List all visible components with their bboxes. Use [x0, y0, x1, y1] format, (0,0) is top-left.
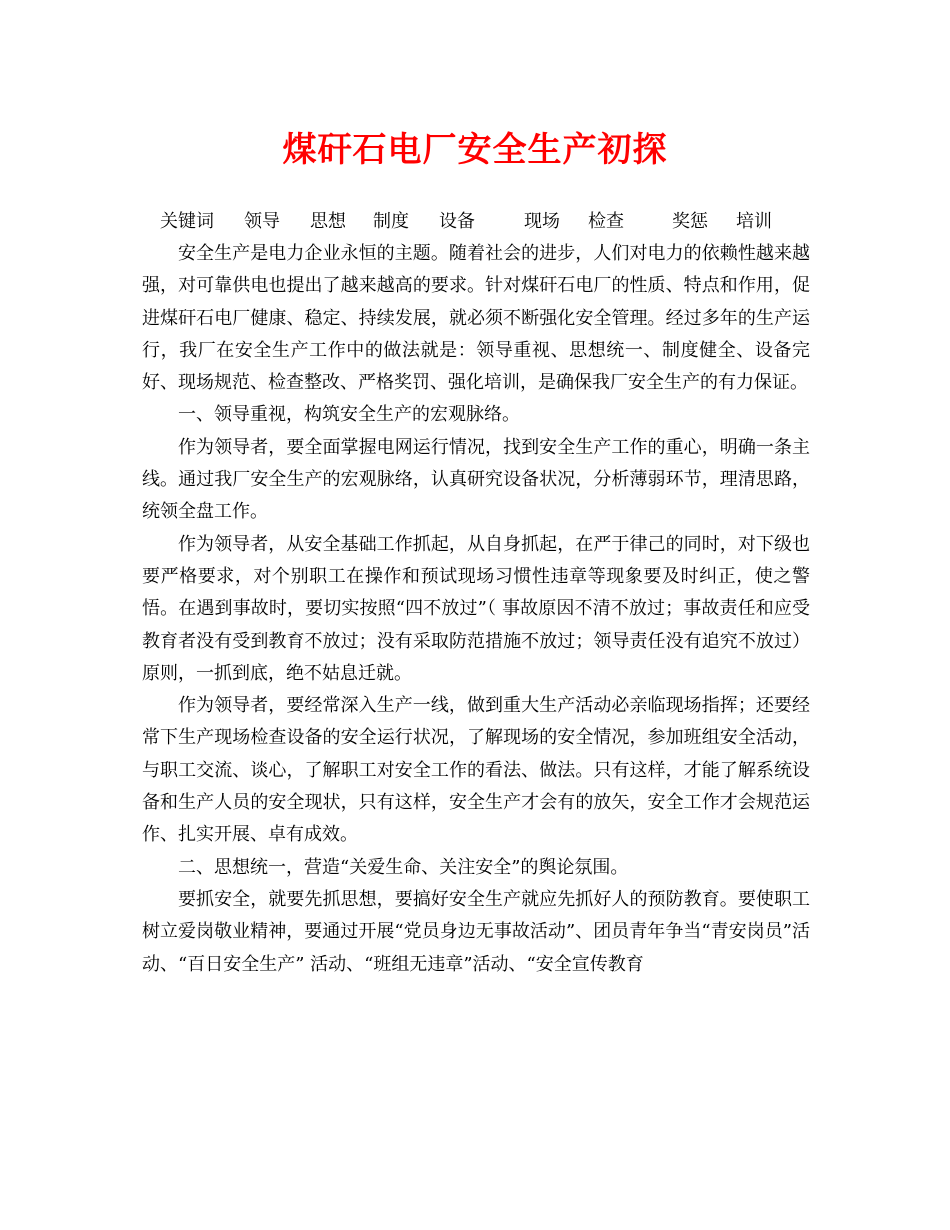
keyword-item: 奖惩	[672, 211, 708, 232]
section-heading: 二、思想统一，营造“关爱生命、关注安全”的舆论氛围。	[178, 856, 629, 878]
keyword-item: 领导	[244, 211, 280, 232]
section-heading: 一、领导重视，构筑安全生产的宏观脉络。	[178, 404, 520, 426]
body-paragraph: 作为领导者，要经常深入生产一线，做到重大生产活动必亲临现场指挥；还要经常下生产现场检查设备的安全运行状况，了解现场的安全情况，参加班组安全活动，与职工交流、谈心，了解职工对安全工作的看法、做法。只有这样，才能了解系统设备和生产人员的安全现状，只有这样，安全生产才会有的放矢，安全工作才会规范运作、扎实开展、卓有成效。	[142, 695, 810, 846]
document-title: 煤矸石电厂安全生产初探	[282, 130, 668, 170]
keyword-item: 培训	[736, 211, 772, 232]
keyword-item: 制度	[373, 211, 409, 232]
body-paragraph: 要抓安全，就要先抓思想，要搞好安全生产就应先抓好人的预防教育。要使职工树立爱岗敬业精神，要通过开展“党员身边无事故活动”、团员青年争当“青安岗员”活动、“百日安全生产” 活动、“班组无违章”活动、“安全宣传教育	[142, 888, 810, 975]
keywords-label: 关键词	[160, 211, 214, 232]
body-paragraph: 作为领导者，从安全基础工作抓起，从自身抓起，在严于律己的同时，对下级也要严格要求，对个别职工在操作和预试现场习惯性违章等现象要及时纠正，使之警悟。在遇到事故时，要切实按照“四不放过”（ 事故原因不清不放过；事故责任和应受教育者没有受到教育不放过；没有采取防范措施不放过；领导责任没有追究不放过）原则，一抓到底，绝不姑息迁就。	[142, 533, 810, 684]
keyword-item: 现场	[524, 211, 560, 232]
body-paragraph: 作为领导者，要全面掌握电网运行情况，找到安全生产工作的重心，明确一条主线。通过我厂安全生产的宏观脉络，认真研究设备状况，分析薄弱环节，理清思路，统领全盘工作。	[142, 436, 810, 523]
keyword-item: 检查	[588, 211, 624, 232]
keyword-item: 设备	[439, 211, 475, 232]
document-body	[142, 238, 810, 981]
body-paragraph: 安全生产是电力企业永恒的主题。随着社会的进步，人们对电力的依赖性越来越强，对可靠供电也提出了越来越高的要求。针对煤矸石电厂的性质、特点和作用，促进煤矸石电厂健康、稳定、持续发展，就必须不断强化安全管理。经过多年的生产运行，我厂在安全生产工作中的做法就是：领导重视、思想统一、制度健全、设备完好、现场规范、检查整改、严格奖罚、强化培训，是确保我厂安全生产的有力保证。	[142, 243, 810, 394]
keyword-item: 思想	[310, 211, 346, 232]
